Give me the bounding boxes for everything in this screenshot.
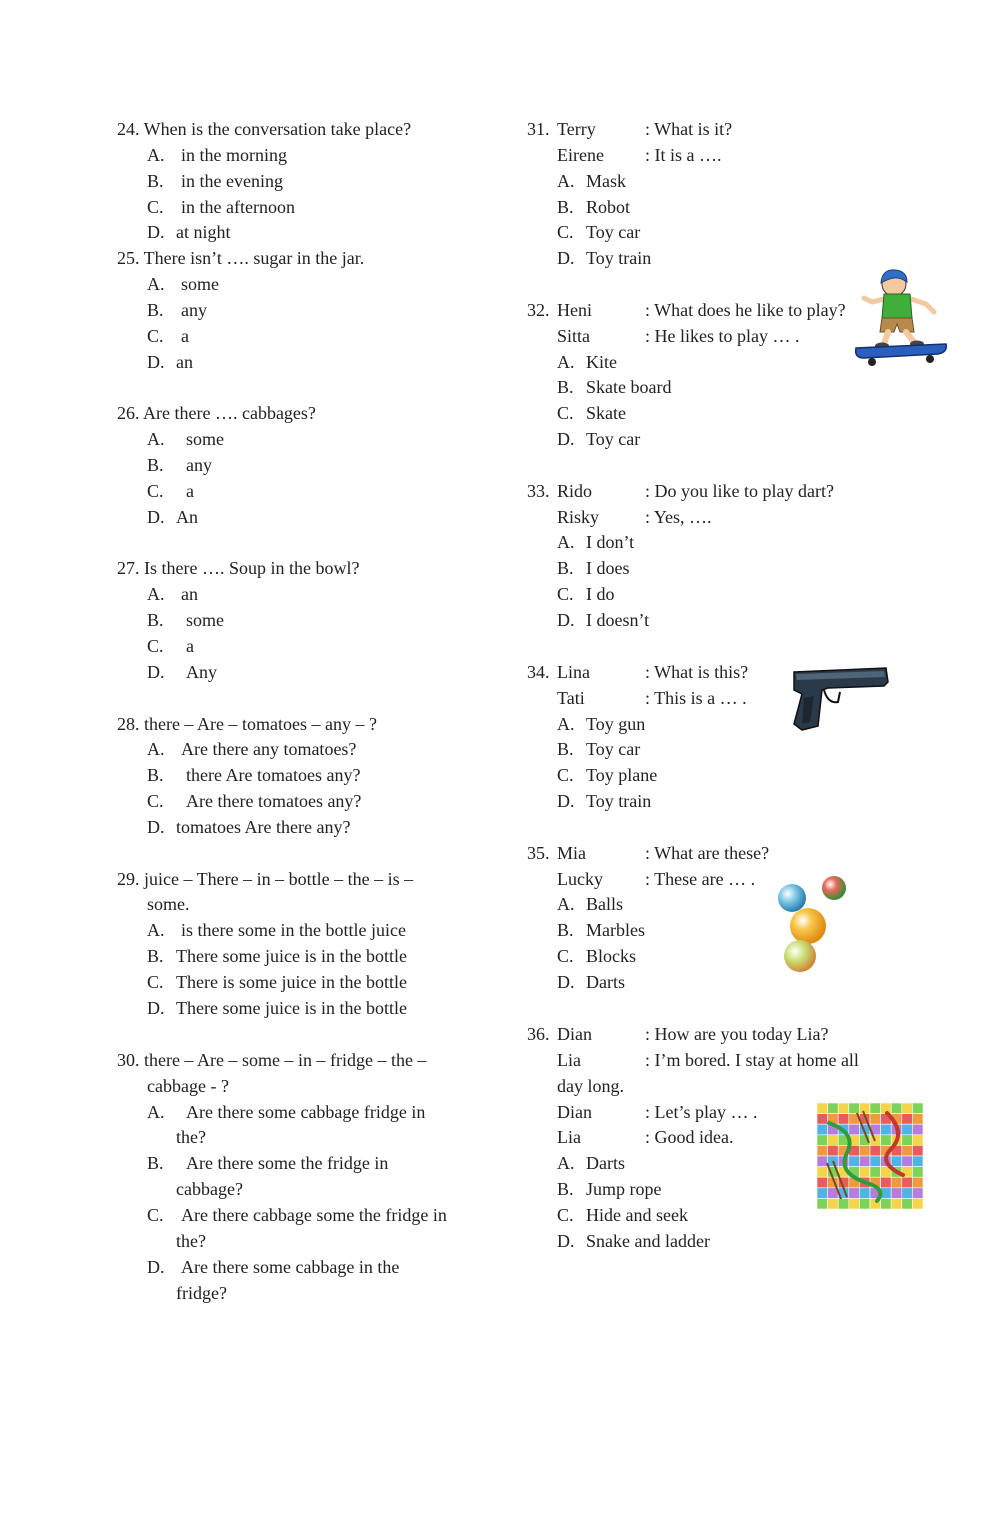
board-cell bbox=[817, 1103, 828, 1114]
board-cell bbox=[817, 1188, 828, 1199]
option-text: Toy gun bbox=[586, 714, 646, 734]
option-text: Toy car bbox=[586, 739, 641, 759]
option-letter: B. bbox=[147, 765, 164, 785]
speaker-name: Lia bbox=[557, 1050, 581, 1070]
board-cell bbox=[849, 1188, 860, 1199]
option-text: in the morning bbox=[181, 145, 287, 165]
option-text: there Are tomatoes any? bbox=[186, 765, 361, 785]
option-letter: B. bbox=[147, 171, 164, 191]
option-text: a bbox=[186, 636, 194, 656]
speaker-name: Heni bbox=[557, 300, 592, 320]
board-cell bbox=[912, 1198, 923, 1209]
dialogue-text: : It is a …. bbox=[645, 145, 722, 165]
question-number: 32. bbox=[527, 300, 550, 320]
option-text: some bbox=[181, 274, 219, 294]
option-text-continued: the? bbox=[176, 1127, 206, 1147]
speaker-name: Eirene bbox=[557, 145, 604, 165]
board-cell bbox=[902, 1103, 913, 1114]
board-cell bbox=[859, 1188, 870, 1199]
option-text: an bbox=[181, 584, 198, 604]
board-cell bbox=[849, 1124, 860, 1135]
option-text: an bbox=[176, 352, 193, 372]
question-stem-continued: cabbage - ? bbox=[147, 1076, 229, 1096]
marbles-icon bbox=[772, 872, 868, 976]
option-text: Toy plane bbox=[586, 765, 658, 785]
option-text-continued: fridge? bbox=[176, 1283, 227, 1303]
option-letter: D. bbox=[147, 507, 165, 527]
option-text: Are there tomatoes any? bbox=[186, 791, 362, 811]
option-text: There some juice is in the bottle bbox=[176, 946, 407, 966]
speaker-name: Terry bbox=[557, 119, 596, 139]
option-text: Are there some cabbage in the bbox=[181, 1257, 400, 1277]
speaker-name: Rido bbox=[557, 481, 593, 501]
board-cell bbox=[912, 1167, 923, 1178]
speaker-name: Risky bbox=[557, 507, 600, 527]
option-letter: A. bbox=[557, 352, 575, 372]
question-stem: 28. there – Are – tomatoes – any – ? bbox=[117, 714, 377, 734]
option-text: I don’t bbox=[586, 532, 635, 552]
option-text: in the evening bbox=[181, 171, 283, 191]
question-stem-continued: some. bbox=[147, 894, 190, 914]
board-cell bbox=[859, 1145, 870, 1156]
option-letter: A. bbox=[557, 894, 575, 914]
option-letter: D. bbox=[147, 817, 165, 837]
option-text: Toy train bbox=[586, 791, 652, 811]
dialogue-text: : Let’s play … . bbox=[645, 1102, 758, 1122]
board-cell bbox=[859, 1198, 870, 1209]
board-cell bbox=[912, 1135, 923, 1146]
option-letter: D. bbox=[557, 972, 575, 992]
option-letter: D. bbox=[147, 998, 165, 1018]
question-stem: 27. Is there …. Soup in the bowl? bbox=[117, 558, 360, 578]
question-stem: 26. Are there …. cabbages? bbox=[117, 403, 316, 423]
board-cell bbox=[891, 1177, 902, 1188]
dialogue-text-continued: day long. bbox=[557, 1076, 624, 1096]
dialogue-text: : What are these? bbox=[645, 843, 770, 863]
board-cell bbox=[902, 1177, 913, 1188]
option-letter: C. bbox=[557, 403, 574, 423]
option-letter: B. bbox=[557, 377, 574, 397]
board-cell bbox=[817, 1145, 828, 1156]
board-cell bbox=[912, 1103, 923, 1114]
option-letter: C. bbox=[147, 481, 164, 501]
board-cell bbox=[891, 1103, 902, 1114]
question-number: 33. bbox=[527, 481, 550, 501]
speaker-name: Lucky bbox=[557, 869, 603, 889]
option-letter: C. bbox=[147, 791, 164, 811]
dialogue-text: : These are … . bbox=[645, 869, 756, 889]
board-cell bbox=[902, 1114, 913, 1125]
question-number: 31. bbox=[527, 119, 550, 139]
question-stem: 24. When is the conversation take place? bbox=[117, 119, 412, 139]
option-text: Marbles bbox=[586, 920, 645, 940]
board-cell bbox=[912, 1124, 923, 1135]
dialogue-text: : What is it? bbox=[645, 119, 733, 139]
board-cell bbox=[849, 1198, 860, 1209]
option-letter: B. bbox=[147, 610, 164, 630]
question-stem: 30. there – Are – some – in – fridge – the – bbox=[117, 1050, 427, 1070]
speaker-name: Sitta bbox=[557, 326, 591, 346]
toy-gun-icon bbox=[788, 664, 890, 732]
option-text: Kite bbox=[586, 352, 617, 372]
board-cell bbox=[817, 1167, 828, 1178]
board-cell bbox=[870, 1114, 881, 1125]
option-text: Any bbox=[186, 662, 217, 682]
option-text-continued: cabbage? bbox=[176, 1179, 243, 1199]
option-letter: C. bbox=[147, 326, 164, 346]
option-letter: C. bbox=[147, 972, 164, 992]
option-letter: B. bbox=[557, 558, 574, 578]
board-cell bbox=[859, 1156, 870, 1167]
option-text: tomatoes Are there any? bbox=[176, 817, 351, 837]
question-stem: 25. There isn’t …. sugar in the jar. bbox=[117, 248, 365, 268]
option-letter: D. bbox=[557, 1231, 575, 1251]
option-letter: C. bbox=[147, 197, 164, 217]
option-text: Robot bbox=[586, 197, 631, 217]
option-text: Are there some the fridge in bbox=[186, 1153, 389, 1173]
option-letter: C. bbox=[557, 1205, 574, 1225]
skateboarder-icon bbox=[850, 266, 950, 370]
option-text: any bbox=[181, 300, 207, 320]
option-text: Are there any tomatoes? bbox=[181, 739, 357, 759]
board-cell bbox=[859, 1167, 870, 1178]
board-cell bbox=[902, 1145, 913, 1156]
option-letter: B. bbox=[147, 1153, 164, 1173]
board-cell bbox=[838, 1103, 849, 1114]
option-text: any bbox=[186, 455, 212, 475]
board-cell bbox=[912, 1114, 923, 1125]
option-text: An bbox=[176, 507, 198, 527]
speaker-name: Tati bbox=[557, 688, 585, 708]
option-letter: D. bbox=[557, 791, 575, 811]
speaker-name: Lia bbox=[557, 1127, 581, 1147]
board-cell bbox=[870, 1145, 881, 1156]
dialogue-text: : Yes, …. bbox=[645, 507, 712, 527]
option-letter: C. bbox=[557, 765, 574, 785]
board-cell bbox=[849, 1156, 860, 1167]
board-cell bbox=[828, 1198, 839, 1209]
option-letter: A. bbox=[557, 714, 575, 734]
option-letter: A. bbox=[147, 1102, 165, 1122]
option-letter: C. bbox=[147, 636, 164, 656]
option-letter: B. bbox=[557, 920, 574, 940]
option-text: Hide and seek bbox=[586, 1205, 688, 1225]
option-letter: D. bbox=[147, 222, 165, 242]
option-letter: C. bbox=[557, 946, 574, 966]
board-cell bbox=[849, 1103, 860, 1114]
board-cell bbox=[912, 1188, 923, 1199]
option-letter: B. bbox=[147, 946, 164, 966]
option-text: Toy car bbox=[586, 429, 641, 449]
snake-and-ladder-board-icon bbox=[817, 1103, 923, 1209]
option-text: Darts bbox=[586, 972, 625, 992]
option-text: Are there cabbage some the fridge in bbox=[181, 1205, 447, 1225]
dialogue-text: : What is this? bbox=[645, 662, 749, 682]
board-cell bbox=[828, 1103, 839, 1114]
board-cell bbox=[870, 1167, 881, 1178]
board-cell bbox=[881, 1124, 892, 1135]
option-text: Are there some cabbage fridge in bbox=[186, 1102, 426, 1122]
speaker-name: Dian bbox=[557, 1024, 592, 1044]
dialogue-text: : How are you today Lia? bbox=[645, 1024, 829, 1044]
option-text: There is some juice in the bottle bbox=[176, 972, 407, 992]
option-letter: D. bbox=[147, 662, 165, 682]
option-text: is there some in the bottle juice bbox=[181, 920, 406, 940]
option-text: I does bbox=[586, 558, 630, 578]
option-text: a bbox=[186, 481, 194, 501]
board-cell bbox=[817, 1135, 828, 1146]
option-text: Toy car bbox=[586, 222, 641, 242]
option-letter: B. bbox=[147, 455, 164, 475]
option-text: Balls bbox=[586, 894, 624, 914]
option-text: Skate bbox=[586, 403, 626, 423]
option-letter: A. bbox=[147, 584, 165, 604]
board-cell bbox=[828, 1145, 839, 1156]
board-cell bbox=[838, 1114, 849, 1125]
board-cell bbox=[817, 1124, 828, 1135]
speaker-name: Dian bbox=[557, 1102, 592, 1122]
board-cell bbox=[902, 1198, 913, 1209]
board-cell bbox=[870, 1156, 881, 1167]
option-letter: A. bbox=[147, 739, 165, 759]
option-letter: A. bbox=[557, 1153, 575, 1173]
board-cell bbox=[859, 1103, 870, 1114]
question-number: 34. bbox=[527, 662, 550, 682]
board-cell bbox=[881, 1198, 892, 1209]
option-letter: C. bbox=[147, 1205, 164, 1225]
option-letter: B. bbox=[557, 1179, 574, 1199]
dialogue-text: : Good idea. bbox=[645, 1127, 734, 1147]
board-cell bbox=[902, 1135, 913, 1146]
option-text: Skate board bbox=[586, 377, 672, 397]
option-letter: D. bbox=[147, 352, 165, 372]
option-text: in the afternoon bbox=[181, 197, 295, 217]
dialogue-text: : What does he like to play? bbox=[645, 300, 846, 320]
board-cell bbox=[912, 1145, 923, 1156]
option-text: at night bbox=[176, 222, 231, 242]
dialogue-text: : Do you like to play dart? bbox=[645, 481, 834, 501]
option-letter: A. bbox=[147, 920, 165, 940]
speaker-name: Mia bbox=[557, 843, 586, 863]
option-letter: A. bbox=[557, 171, 575, 191]
option-text: Jump rope bbox=[586, 1179, 662, 1199]
board-cell bbox=[881, 1135, 892, 1146]
option-letter: A. bbox=[147, 274, 165, 294]
option-text: I do bbox=[586, 584, 615, 604]
board-cell bbox=[912, 1156, 923, 1167]
board-cell bbox=[891, 1188, 902, 1199]
option-text: There some juice is in the bottle bbox=[176, 998, 407, 1018]
board-cell bbox=[902, 1188, 913, 1199]
option-text: Mask bbox=[586, 171, 626, 191]
dialogue-text: : I’m bored. I stay at home all bbox=[645, 1050, 859, 1070]
option-text: Blocks bbox=[586, 946, 637, 966]
option-text: some bbox=[186, 429, 224, 449]
board-cell bbox=[891, 1198, 902, 1209]
board-cell bbox=[902, 1124, 913, 1135]
board-cell bbox=[817, 1156, 828, 1167]
dialogue-text: : This is a … . bbox=[645, 688, 747, 708]
option-letter: D. bbox=[557, 610, 575, 630]
option-letter: D. bbox=[557, 248, 575, 268]
question-stem: 29. juice – There – in – bottle – the – is – bbox=[117, 869, 414, 889]
board-cell bbox=[891, 1156, 902, 1167]
option-text: some bbox=[186, 610, 224, 630]
board-cell bbox=[817, 1198, 828, 1209]
option-text: Darts bbox=[586, 1153, 625, 1173]
question-number: 36. bbox=[527, 1024, 550, 1044]
board-cell bbox=[828, 1135, 839, 1146]
option-text: I doesn’t bbox=[586, 610, 650, 630]
board-cell bbox=[902, 1156, 913, 1167]
option-letter: A. bbox=[147, 429, 165, 449]
option-letter: B. bbox=[557, 739, 574, 759]
question-number: 35. bbox=[527, 843, 550, 863]
option-text: Snake and ladder bbox=[586, 1231, 710, 1251]
option-text: Toy train bbox=[586, 248, 652, 268]
option-text: a bbox=[181, 326, 189, 346]
board-cell bbox=[817, 1114, 828, 1125]
board-cell bbox=[912, 1177, 923, 1188]
board-cell bbox=[817, 1177, 828, 1188]
option-letter: D. bbox=[147, 1257, 165, 1277]
option-letter: A. bbox=[147, 145, 165, 165]
option-letter: B. bbox=[147, 300, 164, 320]
board-cell bbox=[881, 1177, 892, 1188]
option-letter: C. bbox=[557, 222, 574, 242]
board-cell bbox=[870, 1103, 881, 1114]
speaker-name: Lina bbox=[557, 662, 590, 682]
dialogue-text: : He likes to play … . bbox=[645, 326, 800, 346]
option-letter: C. bbox=[557, 584, 574, 604]
board-cell bbox=[838, 1198, 849, 1209]
option-letter: D. bbox=[557, 429, 575, 449]
option-text-continued: the? bbox=[176, 1231, 206, 1251]
option-letter: B. bbox=[557, 197, 574, 217]
option-letter: A. bbox=[557, 532, 575, 552]
